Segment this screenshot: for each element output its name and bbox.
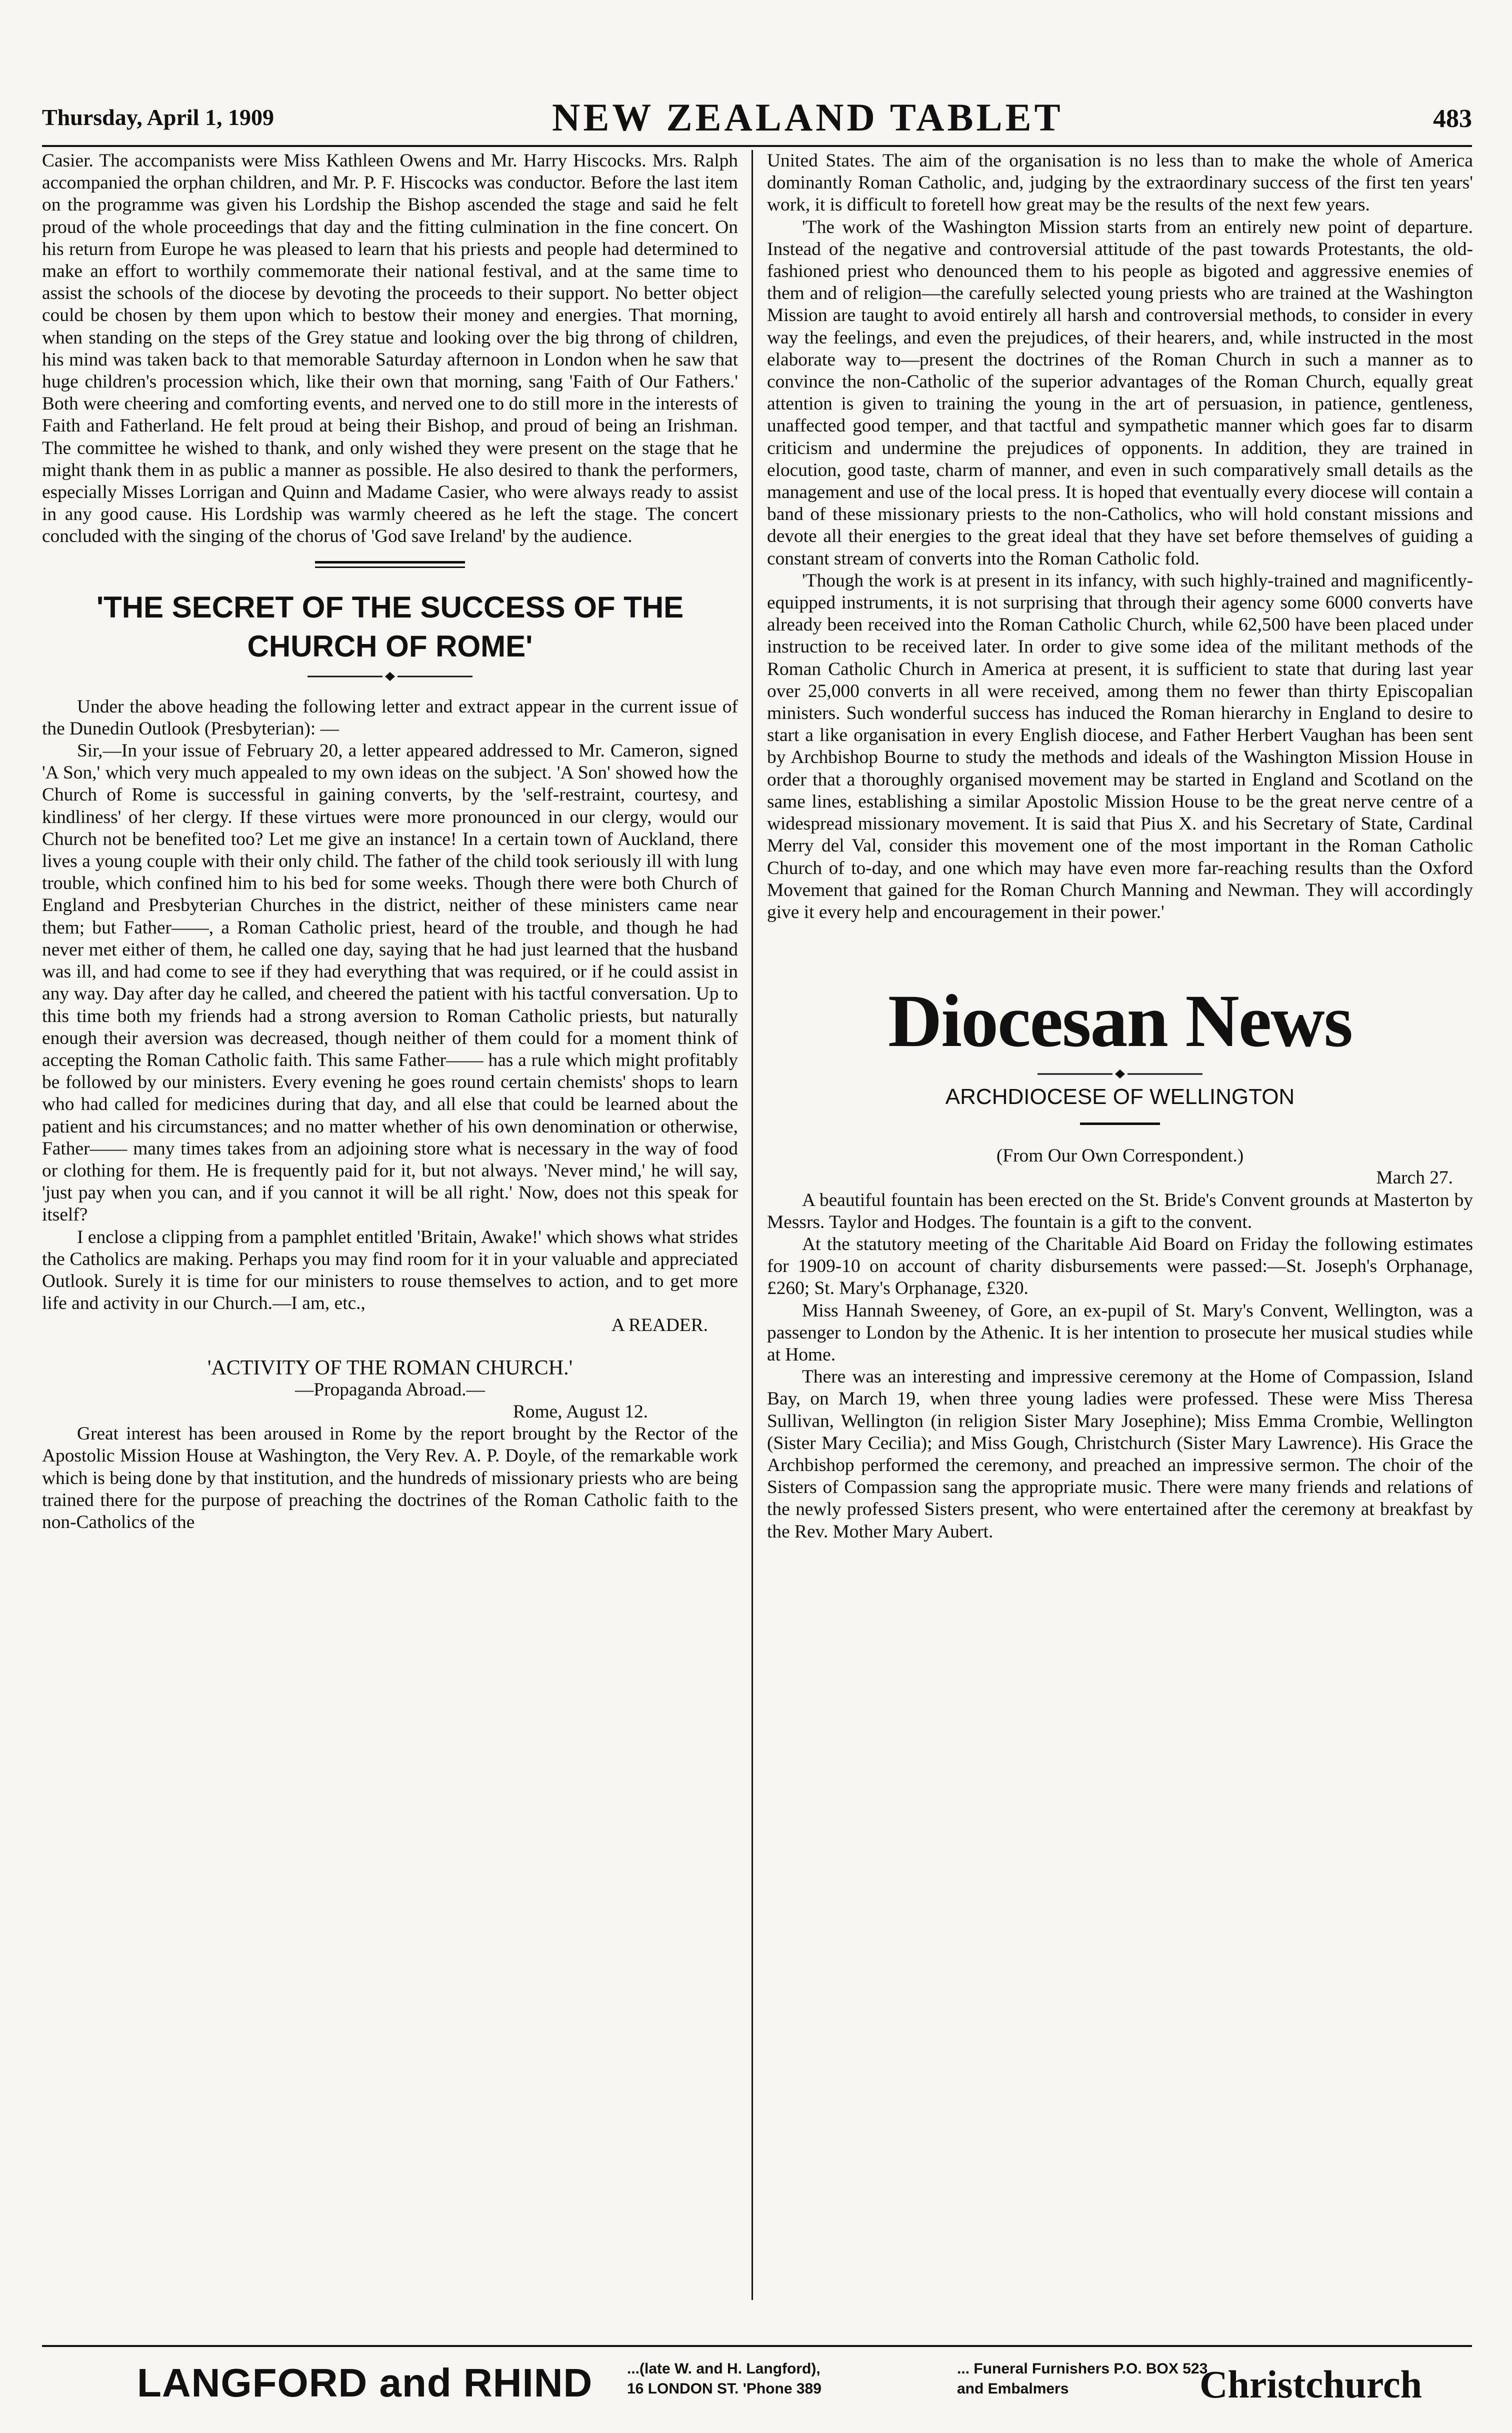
clipping-continued-paragraph: United States. The aim of the organisation is no less than to make the whole of America dominantly Roman Catholic, and, judging by the extraordinary success of the first ten years' work, it is difficult to foretell how great may be the results of the next few years. [767,150,1473,216]
right-column [767,150,1473,1543]
column-divider [752,150,753,2300]
advertiser-city: Christchurch [1200,2362,1422,2406]
ornament-divider-icon [308,671,472,682]
news-item: At the statutory meeting of the Charitable Aid Board on Friday the following estimates for 1909-10 on account of charity disbursements were passed:—St. Joseph's Orphanage, £260; St. Mary's Orphanage, £320. [767,1234,1473,1299]
masthead: NEW ZEALAND TABLET [552,96,1064,139]
advertiser-address [627,2359,822,2399]
header-rule [42,145,1472,147]
article-intro: Under the above heading the following letter and extract appear in the current issue of the Dunedin Outlook (Presbyterian): — [42,696,738,739]
correspondent-line: (From Our Own Correspondent.) [996,1146,1244,1166]
services-line: and Embalmers [957,2380,1069,2397]
advertisement-footer [42,2345,1472,2412]
page-header [42,95,1472,140]
left-column [42,150,738,1534]
concert-report-paragraph: Casier. The accompanists were Miss Kathleen Owens and Mr. Harry Hiscocks. Mrs. Ralph accompanied the orphan children, and Mr. P. F. Hiscocks was conductor. Before the last item on the programme was given his Lordship the Bishop ascended the stage and said he felt proud of the whole proceedings that day and the fitting culmination in the fine concert. On his return from Europe he was pleased to learn that his priests and people had determined to make an effort to worthily commemorate their national festival, and at the same time to assist the schools of the diocese by devoting the proceeds to their support. No better object could be chosen by them upon which to bestow their money and energies. That morning, when standing on the steps of the Grey statue and looking over the big throng of children, his mind was taken back to that memorable Saturday afternoon in London when he saw that huge children's procession which, like their own that morning, sang 'Faith of Our Fathers.' Both were cheering and comforting events, and nerved one to do still more in the interests of Faith and Fatherland. He felt proud at being their Bishop, and proud of being an Irishman. The committee he wished to thank, and only wished they were present on the stage that he might thank them in as public a manner as possible. He also desired to thank the performers, especially Misses Lorrigan and Quinn and Madame Casier, who were always ready to assist in any good cause. His Lordship was warmly cheered as he left the stage. The concert concluded with the singing of the chorus of 'God save Ireland' by the audience. [42,150,738,547]
section-title-diocesan-news: Diocesan News [888,980,1352,1063]
news-dateline: March 27. [1376,1168,1453,1188]
section-divider [315,561,465,568]
clipping-paragraph: Great interest has been aroused in Rome by the report brought by the Rector of the Apostolic Mission House at Washington, the Very Rev. A. P. Doyle, of the remarkable work which is being done by that institution, and the hundreds of missionary priests who are being trained there for the purpose of preaching the doctrines of the Roman Catholic faith to the non-Catholics of the [42,1424,738,1532]
clipping-title: 'ACTIVITY OF THE ROMAN CHURCH.' [207,1356,573,1380]
letter-signature: A READER. [611,1315,708,1336]
clipping-subtitle: —Propaganda Abroad.— [294,1379,486,1400]
address-line: ...(late W. and H. Langford), [627,2360,820,2377]
advertiser-name: LANGFORD and RHIND [137,2360,593,2405]
address-line: 16 LONDON ST. 'Phone 389 [627,2380,822,2397]
news-item: There was an interesting and impressive ceremony at the Home of Compassion, Island Bay, on March 19, when three young ladies were professed. These were Miss Theresa Sullivan, Wellington (in religion Sister Mary Josephine); Miss Emma Crombie, Wellington (Sister Mary Cecilia); and Miss Gough, Christchurch (Sister Mary Lawrence). His Grace the Archbishop performed the ceremony, and preached an impressive sermon. The choir of the Sisters of Compassion sang the appropriate music. There were many friends and relations of the newly professed Sisters present, who were entertained after the ceremony at breakfast by the Rev. Mother Mary Aubert. [767,1366,1473,1542]
page-number: 483 [1433,104,1472,133]
ornament-divider-icon [1038,1068,1202,1080]
news-item: Miss Hannah Sweeney, of Gore, an ex-pupil of St. Mary's Convent, Wellington, was a passenger to London by the Athenic. It is her intention to prosecute her musical studies while at Home. [767,1300,1473,1365]
article-headline-secret-of-success: 'THE SECRET OF THE SUCCESS OF THE CHURCH OF ROME' [96,590,684,663]
letter-paragraph: Sir,—In your issue of February 20, a letter appeared addressed to Mr. Cameron, signed 'A Son,' which very much appealed to my own ideas on the subject. 'A Son' showed how the Church of Rome is successful in gaining converts, by the 'self-restraint, courtesy, and kindliness' of her clergy. If these virtues were more pronounced in our clergy, would our Church not be benefited too? Let me give an instance! In a certain town of Auckland, there lives a young couple with their only child. The father of the child took seriously ill with lung trouble, which confined him to his bed for some weeks. Though there were both Church of England and Presbyterian Churches in the district, neither of these ministers came near them; but Father——, a Roman Catholic priest, heard of the trouble, and though he had never met either of them, he called one day, saying that he had just learned that the husband was ill, and had come to see if they had everything that was required, or if he could assist in any way. Day after day he called, and cheered the patient with his tactful conversation. Up to this time both my friends had a strong aversion to Roman Catholic priests, but naturally enough their aversion was decreased, though neither of them could for a moment think of accepting the Roman Catholic faith. This same Father—— has a rule which might profitably be followed by our ministers. Every evening he goes round certain chemists' shops to learn who had called for medicines during that day, and all else that could be learned about the patient and his circumstances; and no matter whether of his own denomination or otherwise, Father—— many times takes from an adjoining store what is necessary in the way of food or clothing for them. He is frequently paid for it, but not always. 'Never mind,' he will say, 'just pay when you can, and if you cannot it will be all right.' Now, does not this speak for itself? [42,740,738,1226]
advertiser-services [957,2359,1208,2399]
clipping-paragraph: 'The work of the Washington Mission starts from an entirely new point of departure. Instead of the negative and controversial attitude of the past towards Protestants, the old-fashioned priest who denounced them to his people as bigoted and aggressive enemies of them and of religion—the carefully selected young priests who are trained at the Washington Mission are taught to avoid entirely all harsh and controversial methods, to consider in every way the feelings, and even the prejudices, of their hearers, and, while instructed in the most elaborate way to—present the doctrines of the Roman Church in such a manner as to convince the non-Catholic of the superior advantages of the Roman Church, equally great attention is given to training the young in the art of persuasion, in patience, gentleness, unaffected good temper, and that tactful and sympathetic manner which goes far to disarm criticism and undermine the prejudices of opponents. In addition, they are trained in elocution, good taste, charm of manner, and even in such comparatively small details as the management and use of the local press. It is hoped that eventually every diocese will contain a band of these missionary priests to the non-Catholics, who will hold constant missions and devote all their energies to the great ideal that they have set before themselves of guiding a constant stream of converts into the Roman Catholic fold. [767,216,1473,569]
letter-paragraph: I enclose a clipping from a pamphlet entitled 'Britain, Awake!' which shows what strides the Catholics are making. Perhaps you may find room for it in your valuable and appreciated Outlook. Surely it is time for our ministers to rouse themselves to action, and to get more life and activity in our Church.—I am, etc., [42,1226,738,1314]
news-item: A beautiful fountain has been erected on the St. Bride's Convent grounds at Masterton by Messrs. Taylor and Hodges. The fountain is a gift to the convent. [767,1190,1473,1232]
clipping-dateline: Rome, August 12. [512,1401,648,1422]
issue-date: Thursday, April 1, 1909 [42,104,274,130]
archdiocese-heading: ARCHDIOCESE OF WELLINGTON [945,1084,1295,1110]
services-line: ... Funeral Furnishers P.O. BOX 523 [957,2360,1208,2377]
clipping-paragraph: 'Though the work is at present in its infancy, with such highly-trained and magnificently-equipped instruments, it is not surprising that through their agency some 6000 converts have already been received into the Roman Catholic Church, while 62,500 have been placed under instruction to be received later. In order to give some idea of the militant methods of the Roman Catholic Church in America at present, it is sufficient to state that during last year over 25,000 converts in all were received, among them no fewer than thirty Episcopalian ministers. Such wonderful success has induced the Roman hierarchy in England to desire to start a like organisation in every English diocese, and Father Herbert Vaughan has been sent by Archbishop Bourne to study the methods and ideals of the Washington Mission House in order that a thoroughly organised movement may be started in England and Scotland on the same lines, establishing a similar Apostolic Mission House to be the great nerve centre of a widespread missionary movement. It is said that Pius X. and his Secretary of State, Cardinal Merry del Val, consider this movement one of the most important in the Roman Catholic Church of to-day, and one which may have even more far-reaching results than the Oxford Movement that gained for the Roman Church Manning and Newman. They will accordingly give it every help and encouragement in their power.' [767,570,1473,922]
